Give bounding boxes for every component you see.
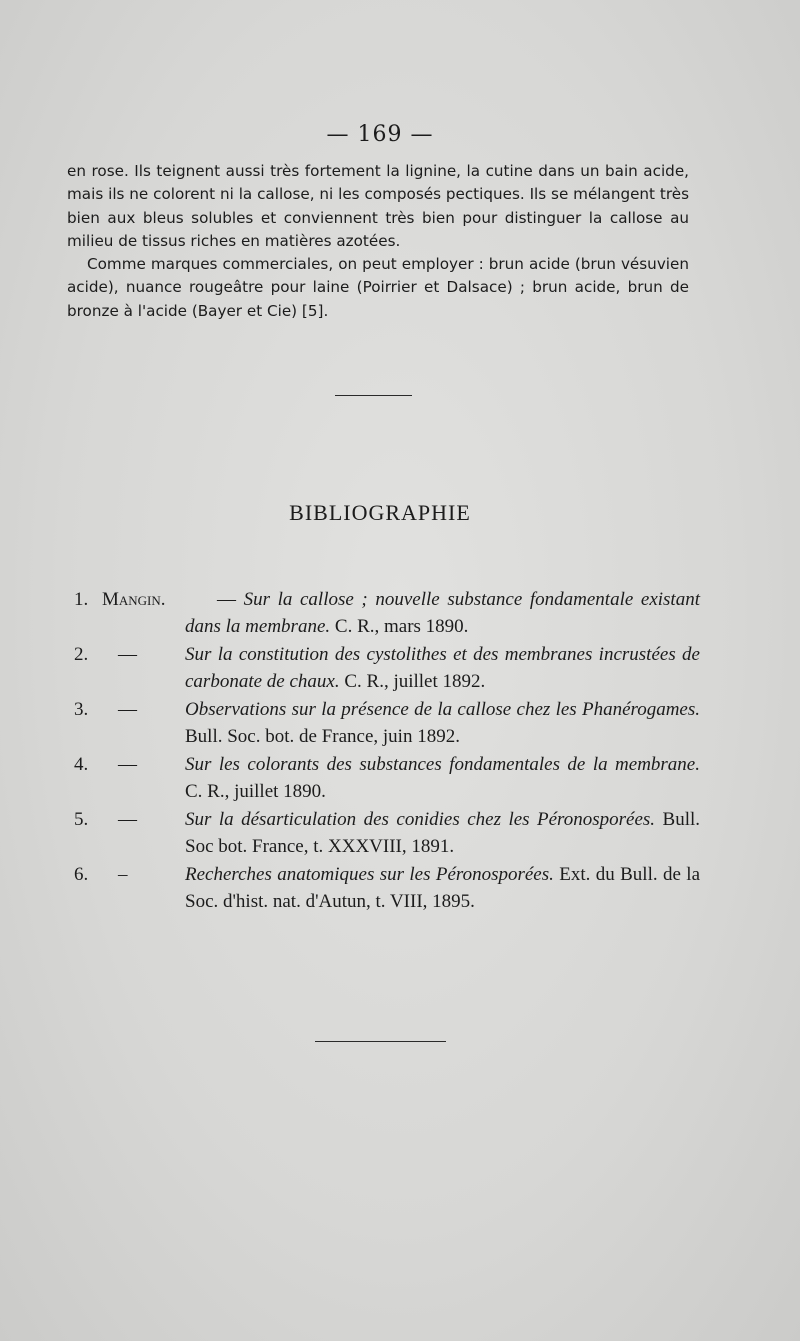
entry-dash: — (118, 809, 137, 830)
entry-source: C. R., mars 1890. (334, 616, 469, 637)
entry-title: Recherches anatomiques sur les Péronosporées. (185, 864, 554, 885)
entry-text (185, 861, 700, 915)
bibliography-entry (70, 696, 700, 750)
entry-title: Sur les colorants des substances fondamentales de la membrane. (185, 754, 700, 775)
entry-dash: — (217, 589, 236, 610)
end-divider (315, 1041, 446, 1042)
entry-text (185, 696, 700, 750)
entry-source: Ext. du Bull. de la Soc. d'hist. nat. d'Autun, t. VIII, 1895. (185, 864, 700, 912)
entry-dash: – (118, 864, 128, 885)
entry-text (185, 641, 700, 695)
entry-dash: — (118, 644, 137, 665)
bibliography-entry (70, 861, 700, 915)
entry-source: Bull. Soc. bot. de France, juin 1892. (185, 726, 460, 747)
bibliography-entry (70, 641, 700, 695)
entry-dash: — (118, 754, 137, 775)
entry-author: Mangin. (102, 589, 166, 610)
paragraph: Comme marques commerciales, on peut employer : brun acide (brun vésuvien acide), nuance rougeâtre pour laine (Poirrier et Dalsace) ; brun acide, brun de bronze à l'acide (Bayer et Cie) [5]. (67, 255, 689, 320)
entry-number: 5. (74, 809, 89, 830)
entry-title: Sur la constitution des cystolithes et des membranes incrustées de carbonate de chaux. (185, 644, 700, 692)
entry-number: 4. (74, 754, 89, 775)
page-number: — 169 — (326, 122, 434, 147)
section-divider (335, 395, 412, 396)
body-text (67, 160, 689, 323)
entry-text (185, 586, 700, 640)
bibliography-entry (70, 806, 700, 860)
bibliography-entry (70, 751, 700, 805)
entry-text (185, 806, 700, 860)
entry-dash: — (118, 699, 137, 720)
entry-title: Observations sur la présence de la callose chez les Phanérogames. (185, 699, 700, 720)
entry-number: 6. (74, 864, 89, 885)
bibliography-entry (70, 586, 700, 640)
entry-text (185, 751, 700, 805)
bibliography-list (70, 586, 700, 916)
entry-number: 1. (74, 589, 89, 610)
entry-source: C. R., juillet 1892. (344, 671, 486, 692)
section-heading: BIBLIOGRAPHIE (289, 500, 471, 525)
entry-number: 3. (74, 699, 89, 720)
entry-source: Bull. Soc bot. France, t. XXXVIII, 1891. (185, 809, 700, 857)
entry-title: Sur la callose ; nouvelle substance fondamentale existant dans la membrane. (185, 589, 700, 637)
entry-title: Sur la désarticulation des conidies chez les Péronosporées. (185, 809, 656, 830)
entry-source: C. R., juillet 1890. (185, 781, 326, 802)
paragraph: en rose. Ils teignent aussi très fortement la lignine, la cutine dans un bain acide, mais ils ne colorent ni la callose, ni les composés pectiques. Ils se mélangent très bien aux bleus solubles et conviennent très bien pour distinguer la callose au milieu de tissus riches en matières azotées. (67, 162, 689, 250)
entry-number: 2. (74, 644, 89, 665)
